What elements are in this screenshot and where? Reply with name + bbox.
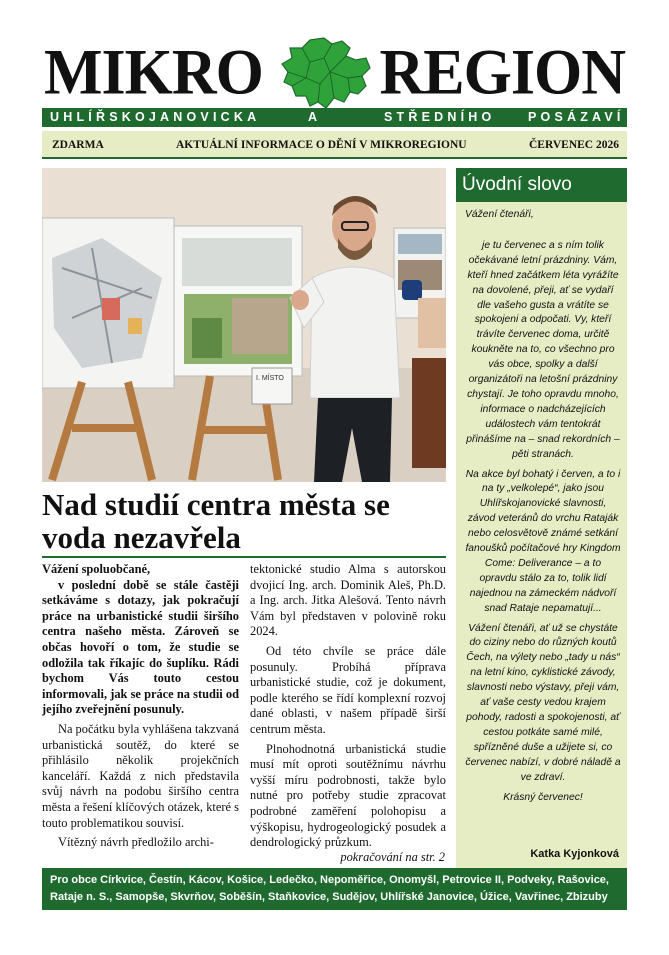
price-label: ZDARMA bbox=[52, 139, 104, 151]
article-headline bbox=[42, 488, 446, 554]
masthead bbox=[42, 36, 627, 108]
headline-line: voda nezavřela bbox=[42, 520, 241, 555]
sidebar-closing: Krásný červenec! bbox=[503, 791, 583, 803]
article-paragraph: Plnohodnotná urbanistická studie musí mít oproti soutěžnímu návrhu vyšší míru podrobnosti, takže bylo nutné pro potřeby studie zpracovat podrobné zaměření polohopisu a výškopisu, hydrogeologický posudek a dendrologický průzkum. bbox=[250, 741, 446, 850]
masthead-title-left: MIKRO bbox=[44, 36, 263, 109]
poster-label: I. MÍSTO bbox=[256, 375, 284, 382]
photo-illustration bbox=[42, 168, 446, 482]
footer-line: Pro obce Církvice, Čestín, Kácov, Košice, Ledečko, Nepoměřice, Onomyšl, Petrovice II, Podveky, Rašovice, bbox=[50, 874, 609, 886]
issue-date: ČERVENEC 2026 bbox=[528, 139, 619, 151]
article-column-2 bbox=[250, 562, 446, 851]
tagline-word: POSÁZAVÍ bbox=[528, 110, 625, 124]
headline-line: Nad studií centra města se bbox=[42, 487, 390, 522]
article-photo bbox=[42, 168, 446, 482]
footer-line: Rataje n. S., Samopše, Skvrňov, Soběšín, Staňkovice, Sudějov, Uhlířské Janovice, Úžice, Vavřinec, Zbizuby bbox=[50, 891, 608, 903]
headline-divider bbox=[42, 556, 446, 558]
sidebar-paragraph: Na akce byl bohatý i červen, a to i na ty „velkolepé“, jako jsou Uhlířskojanovické slavnosti, závod veteránů do vrchu Rataják nebo celosvětově známé setkání fanoušků počítačové hry Kingdom Come: Deliverance – a to opravdu stálo za to, tolik lidí najednou na zámeckém nádvoří snad Rataje nepamatují... bbox=[465, 468, 621, 614]
editorial-sidebar bbox=[456, 168, 627, 868]
sidebar-paragraph: je tu červenec a s ním tolik očekávané letní prázdniny. Vám, kteří hned začátkem léta vyrážíte na dovolené, přeji, ať se vydaří dle vašeho gusta a vrátíte se spokojeni a odpočati. Vy, kteří trávíte červenec doma, určitě koukněte na to, co všechno pro vás obce, spolky a další organizátoři na letošní prázdniny chystají. Je toho opravdu mnoho, informace o nadcházejících událostech vám tentokrát přinášíme na – snad rekordních – pěti stranách. bbox=[466, 239, 620, 460]
article-paragraph: Na počátku byla vyhlášena takzvaná urbanistická soutěž, do které se přihlásilo několik projekčních kanceláří. Každá z nich představila svůj návrh na podobu širšího centra města a řešení klíčových otázek, které s touto problematikou souvisí. bbox=[42, 721, 239, 830]
sidebar-signature: Katka Kyjonková bbox=[530, 848, 619, 860]
article-paragraph: tektonické studio Alma s autorskou dvojicí Ing. arch. Dominik Aleš, Ph.D. a Ing. arch. Jitka Alešová. Tento návrh Vám byl představen v polovině roku 2024. bbox=[250, 562, 446, 639]
continued-link[interactable]: pokračování na str. 2 bbox=[340, 850, 445, 864]
tagline-word: A bbox=[308, 110, 322, 124]
issue-info-bar bbox=[42, 131, 627, 159]
region-map-logo bbox=[280, 36, 372, 112]
masthead-title-right: REGION bbox=[379, 36, 625, 109]
municipalities-footer bbox=[42, 868, 627, 910]
article-lead: v poslední době se stále častěji setkáváme s dotazy, jak pokračují práce na urbanistické studii širšího centra našeho města. Zároveň se občas hovoří o tom, že studie se odložila tak říkajíc do šuplíku. Rádi bychom Vás touto cestou informovali, jak se práce na studii od jejího zveřejnění posunuly. bbox=[42, 577, 239, 717]
article-column-1 bbox=[42, 562, 239, 851]
sidebar-salutation: Vážení čtenáři, bbox=[465, 209, 534, 220]
tagline-word: UHLÍŘSKOJANOVICKA bbox=[50, 110, 261, 124]
tagline-word: STŘEDNÍHO bbox=[384, 110, 496, 124]
sidebar-body bbox=[465, 208, 621, 805]
sidebar-title: Úvodní slovo bbox=[456, 168, 627, 202]
article-greeting: Vážení spoluobčané, bbox=[42, 562, 151, 576]
sidebar-paragraph: Vážení čtenáři, ať už se chystáte do ciziny nebo do různých koutů Čech, na výlety nebo „tady u nás“ na letní kino, cyklistické závody, slavnosti nebo výstavy, přeji vám, ať vaše cesty vedou krajem pohody, radosti a spokojenosti, ať cestou potkáte samé milé, spřízněné duše a užijete si, co červenec nabízí, v dobré náladě a ve zdraví. bbox=[465, 622, 621, 783]
article-paragraph: Od této chvíle se práce dále posunuly. Probíhá příprava urbanistické studie, což je dokument, podle kterého se řídí komplexní rozvoj dané oblasti, v našem případě širší centrum města. bbox=[250, 643, 446, 736]
article-paragraph: Vítězný návrh předložilo archi- bbox=[58, 835, 214, 850]
masthead-tagline bbox=[42, 108, 627, 127]
issue-motto: AKTUÁLNÍ INFORMACE O DĚNÍ V MIKROREGIONU bbox=[176, 139, 467, 151]
